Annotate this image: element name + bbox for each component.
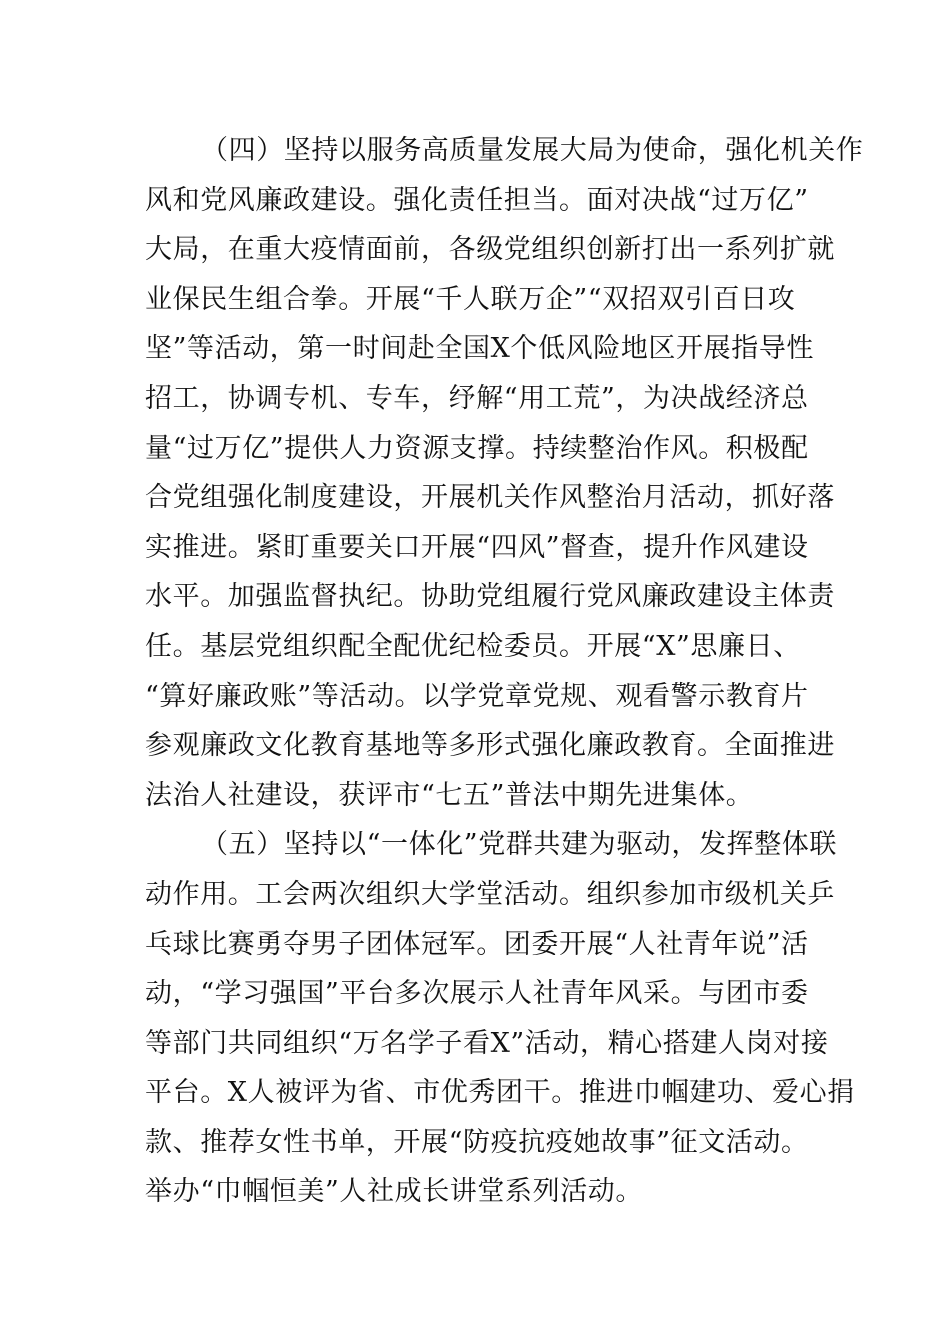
text-line: 大局，在重大疫情面前，各级党组织创新打出一系列扩就 [145,234,835,266]
text-line: 任。基层党组织配全配优纪检委员。开展“X”思廉日、 [145,630,801,662]
text-line: （四）坚持以服务高质量发展大局为使命，强化机关作 [201,135,864,166]
text-line: 参观廉政文化教育基地等多形式强化廉政教育。全面推进 [145,730,835,762]
text-line: 实推进。紧盯重要关口开展“四风”督查，提升作风建设 [145,531,809,563]
text-line: 招工，协调专机、专车，纾解“用工荒”，为决战经济总 [145,382,809,414]
text-line: 量“过万亿”提供人力资源支撑。持续整治作风。积极配 [145,432,809,464]
text-line: 合党组强化制度建设，开展机关作风整治月活动，抓好落 [145,482,835,514]
text-line: 平台。X人被评为省、市优秀团干。推进巾帼建功、爱心捐 [145,1077,855,1109]
text-line: （五）坚持以“一体化”党群共建为驱动，发挥整体联 [201,829,838,861]
paragraph-4 [145,126,864,820]
paragraph-5 [145,820,855,1217]
text-line: “算好廉政账”等活动。以学党章党规、观看警示教育片 [145,680,809,712]
text-line: 动作用。工会两次组织大学堂活动。组织参加市级机关乒 [145,878,835,910]
text-line: 举办“巾帼恒美”人社成长讲堂系列活动。 [145,1176,644,1208]
text-line: 款、推荐女性书单，开展“防疫抗疫她故事”征文活动。 [145,1126,809,1158]
text-line: 坚”等活动，第一时间赴全国X个低风险地区开展指导性 [145,333,815,365]
text-line: 业保民生组合拳。开展“千人联万企”“双招双引百日攻 [145,283,796,315]
text-line: 法治人社建设，获评市“七五”普法中期先进集体。 [145,779,754,811]
text-line: 等部门共同组织“万名学子看X”活动，精心搭建人岗对接 [145,1027,829,1059]
document-body [145,126,864,1217]
text-line: 动，“学习强国”平台多次展示人社青年风采。与团市委 [145,978,809,1010]
text-line: 水平。加强监督执纪。协助党组履行党风廉政建设主体责 [145,581,835,613]
text-line: 乓球比赛勇夺男子团体冠军。团委开展“人社青年说”活 [145,928,809,960]
text-line: 风和党风廉政建设。强化责任担当。面对决战“过万亿” [145,184,809,216]
